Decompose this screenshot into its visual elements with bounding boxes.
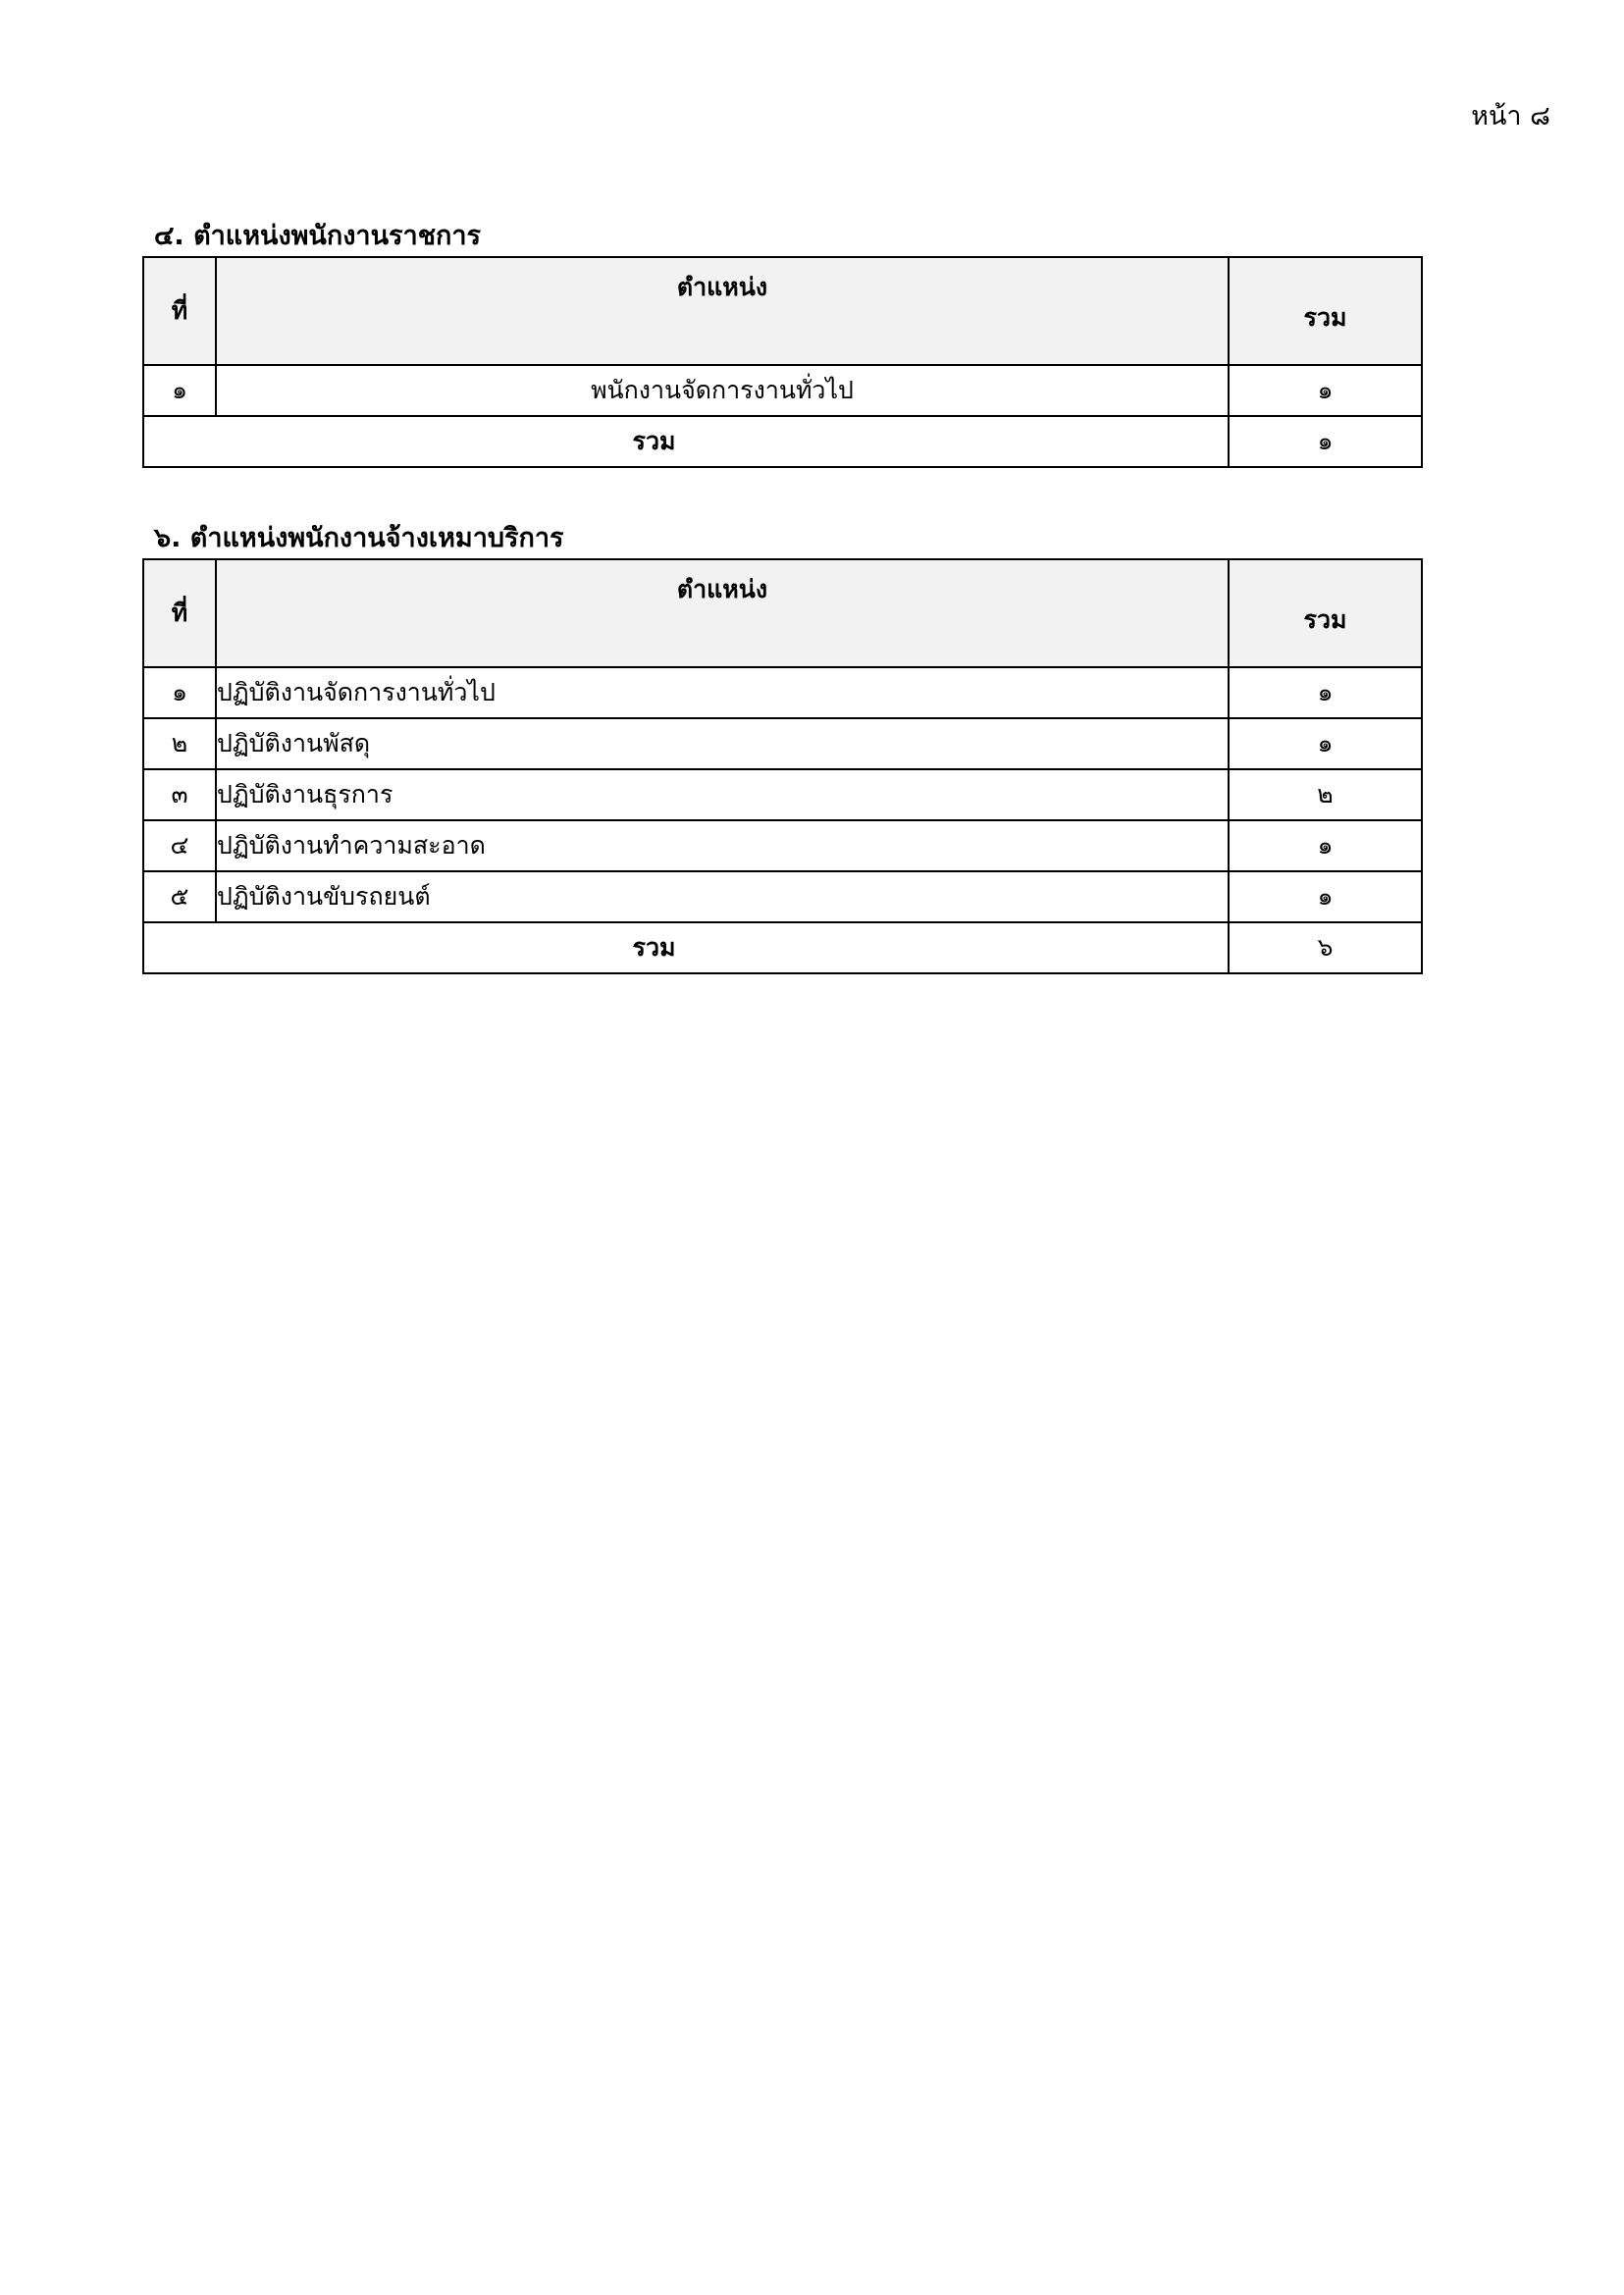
header-total: รวม (1229, 257, 1422, 365)
table-row (143, 365, 1422, 416)
table-row (143, 718, 1422, 769)
sum-label: รวม (143, 416, 1229, 467)
sum-label: รวม (143, 922, 1229, 973)
sum-row (143, 922, 1422, 973)
section-6-title: ๖. ตำแหน่งพนักงานจ้างเหมาบริการ (154, 523, 564, 553)
table-row (143, 820, 1422, 871)
section-4-title: ๔. ตำแหน่งพนักงานราชการ (154, 221, 482, 251)
header-position: ตำแหน่ง (216, 559, 1229, 667)
row-no: ๔ (143, 820, 216, 871)
table-header-row (143, 559, 1422, 667)
row-position: ปฏิบัติงานขับรถยนต์ (216, 871, 1229, 922)
sum-row (143, 416, 1422, 467)
row-no: ๓ (143, 769, 216, 820)
row-position: พนักงานจัดการงานทั่วไป (216, 365, 1229, 416)
header-position: ตำแหน่ง (216, 257, 1229, 365)
header-no: ที่ (143, 257, 216, 365)
table-header-row (143, 257, 1422, 365)
sum-value: ๖ (1229, 922, 1422, 973)
row-total: ๑ (1229, 820, 1422, 871)
section-6-table (142, 558, 1423, 974)
row-total: ๑ (1229, 871, 1422, 922)
table-row (143, 667, 1422, 718)
row-no: ๒ (143, 718, 216, 769)
header-total: รวม (1229, 559, 1422, 667)
row-no: ๑ (143, 667, 216, 718)
row-total: ๑ (1229, 365, 1422, 416)
row-position: ปฏิบัติงานจัดการงานทั่วไป (216, 667, 1229, 718)
row-position: ปฏิบัติงานธุรการ (216, 769, 1229, 820)
row-position: ปฏิบัติงานทำความสะอาด (216, 820, 1229, 871)
table-row (143, 769, 1422, 820)
page-number: หน้า ๘ (1471, 101, 1550, 131)
row-total: ๒ (1229, 769, 1422, 820)
row-no: ๑ (143, 365, 216, 416)
row-total: ๑ (1229, 667, 1422, 718)
row-position: ปฏิบัติงานพัสดุ (216, 718, 1229, 769)
section-4-table (142, 256, 1423, 468)
row-no: ๕ (143, 871, 216, 922)
sum-value: ๑ (1229, 416, 1422, 467)
row-total: ๑ (1229, 718, 1422, 769)
header-no: ที่ (143, 559, 216, 667)
table-row (143, 871, 1422, 922)
